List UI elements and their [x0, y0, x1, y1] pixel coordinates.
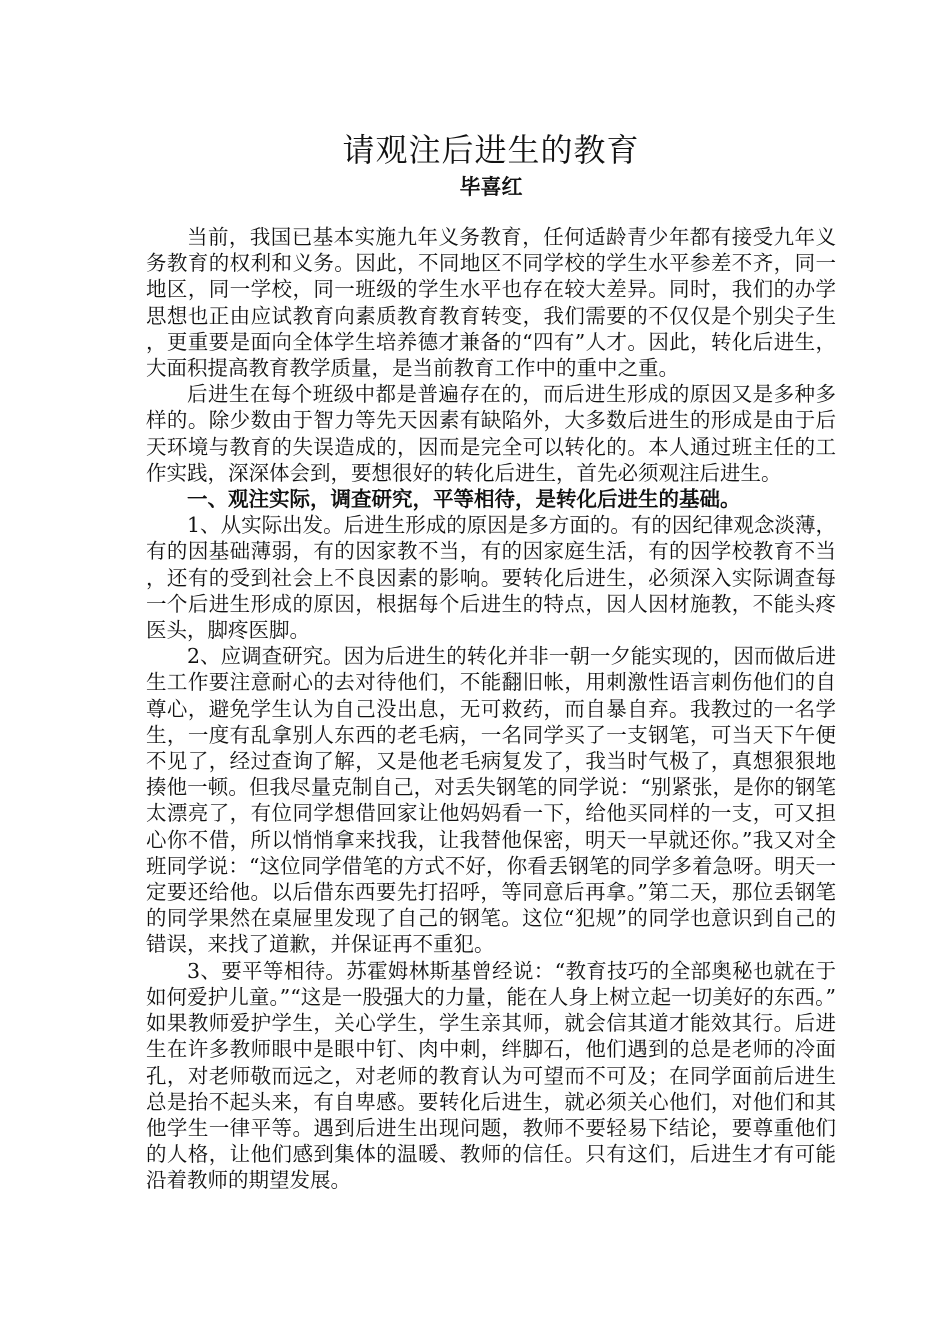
section1-paragraph-3: 3、要平等相待。苏霍姆林斯基曾经说：“教育技巧的全部奥秘也就在于如何爱护儿童。”“这是一股强大的力量，能在人身上树立起一切美好的东西。”如果教师爱护学生，关心学生，学生亲其师，就会信其道才能效其行。后进生在许多教师眼中是眼中钉、肉中刺，绊脚石，他们遇到的总是老师的冷面孔，对老师敬而远之，对老师的教育认为可望而不可及；在同学面前后进生总是抬不起头来，有自卑感。要转化后进生，就必须关心他们，对他们和其他学生一律平等。遇到后进生出现问题，教师不要轻易下结论，要尊重他们的人格，让他们感到集体的温暖、教师的信任。只有这们，后进生才有可能沿着教师的期望发展。 — [146, 958, 836, 1193]
section1-paragraph-1: 1、从实际出发。后进生形成的原因是多方面的。有的因纪律观念淡薄，有的因基础薄弱，有的因家教不当，有的因家庭生活，有的因学校教育不当，还有的受到社会上不良因素的影响。要转化后进生，必须深入实际调查每一个后进生形成的原因，根据每个后进生的特点，因人因材施教，不能头疼医头，脚疼医脚。 — [146, 513, 836, 643]
document-page — [146, 128, 836, 1194]
author-name: 毕喜红 — [459, 175, 523, 199]
intro-paragraph-1: 当前，我国已基本实施九年义务教育，任何适龄青少年都有接受九年义务教育的权利和义务。因此，不同地区不同学校的学生水平参差不齐，同一地区，同一学校，同一班级的学生水平也存在较大差异。同时，我们的办学思想也正由应试教育向素质教育教育转变，我们需要的不仅仅是个别尖子生，更重要是面向全体学生培养德才兼备的“四有”人才。因此，转化后进生，大面积提高教育教学质量，是当前教育工作中的重中之重。 — [146, 225, 836, 381]
intro-paragraph-2: 后进生在每个班级中都是普遍存在的，而后进生形成的原因又是多种多样的。除少数由于智力等先天因素有缺陷外，大多数后进生的形成是由于后天环境与教育的失误造成的，因而是完全可以转化的。本人通过班主任的工作实践，深深体会到，要想很好的转化后进生，首先必须观注后进生。 — [146, 382, 836, 485]
section1-paragraph-2: 2、应调查研究。因为后进生的转化并非一朝一夕能实现的，因而做后进生工作要注意耐心的去对待他们，不能翻旧帐，用刺激性语言刺伤他们的自尊心，避免学生认为自己没出息，无可救药，而自暴自弃。我教过的一名学生，一度有乱拿别人东西的老毛病，一名同学买了一支钢笔，可当天下午便不见了，经过查询了解，又是他老毛病复发了，我当时气极了，真想狠狠地揍他一顿。但我尽量克制自己，对丢失钢笔的同学说：“别紧张，是你的钢笔太漂亮了，有位同学想借回家让他妈妈看一下，给他买同样的一支，可又担心你不借，所以悄悄拿来找我，让我替他保密，明天一早就还你。”我又对全班同学说：“这位同学借笔的方式不好，你看丢钢笔的同学多着急呀。明天一定要还给他。以后借东西要先打招呼，等同意后再拿。”第二天，那位丢钢笔的同学果然在桌屉里发现了自己的钢笔。这位“犯规”的同学也意识到自己的错误，来找了道歉，并保证再不重犯。 — [146, 644, 836, 957]
section-heading-1: 一、观注实际，调查研究，平等相待，是转化后进生的基础。 — [187, 487, 741, 512]
document-title: 请观注后进生的教育 — [342, 131, 640, 169]
